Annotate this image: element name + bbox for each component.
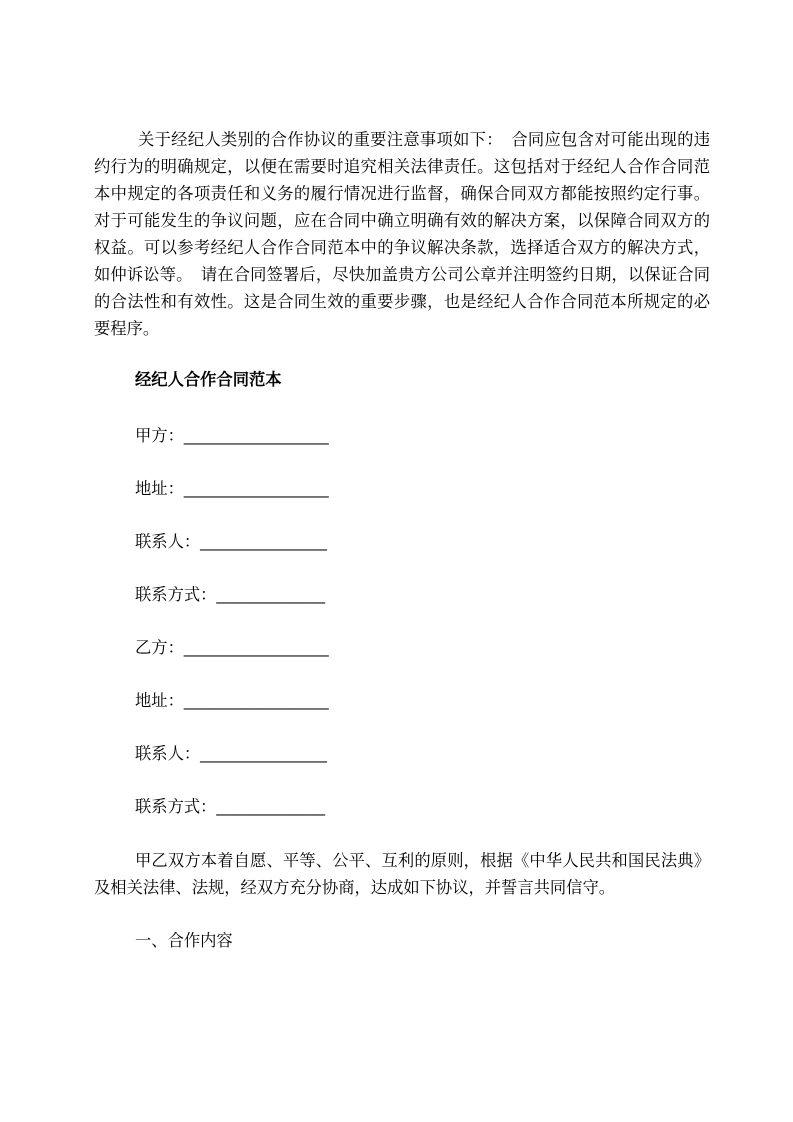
party-a-label: 甲方： xyxy=(135,427,184,445)
form-row-party-b-contact-person xyxy=(94,741,710,768)
party-a-contact-method-label: 联系方式： xyxy=(135,586,217,604)
section-heading-cooperation-content: 一、合作内容 xyxy=(135,932,233,950)
form-row-party-a-address xyxy=(94,476,710,503)
party-a-address-blank-line: ________________ xyxy=(183,480,329,498)
party-b-contact-person-label: 联系人： xyxy=(135,745,201,763)
party-a-blank-line: ________________ xyxy=(183,427,329,445)
form-row-party-b-name xyxy=(94,635,710,662)
form-row-party-a-contact-method xyxy=(94,582,710,609)
agreement-paragraph: 甲乙双方本着自愿、平等、公平、互利的原则，根据《中华人民共和国民法典》及相关法律、法规，经双方充分协商，达成如下协议，并誓言共同信守。 xyxy=(94,852,710,897)
party-a-address-label: 地址： xyxy=(135,480,184,498)
document-title: 经纪人合作合同范本 xyxy=(135,371,282,389)
intro-paragraph: 关于经纪人类别的合作协议的重要注意事项如下： 合同应包含对可能出现的违约行为的明确规定，以便在需要时追究相关法律责任。这包括对于经纪人合作合同范本中规定的各项责任和义务的履行情况进行监督，确保合同双方都能按照约定行事。对于可能发生的争议问题，应在合同中确立明确有效的解决方案，以保障合同双方的权益。可以参考经纪人合作合同范本中的争议解决条款，选择适合双方的解决方式，如仲诉讼等。 请在合同签署后，尽快加盖贵方公司公章并注明签约日期，以保证合同的合法性和有效性。这是合同生效的重要步骤，也是经纪人合作合同范本所规定的必要程序。 xyxy=(94,131,710,338)
party-b-label: 乙方： xyxy=(135,639,184,657)
party-b-blank-line: ________________ xyxy=(183,639,329,657)
party-a-contact-person-blank-line: ______________ xyxy=(200,533,327,551)
party-b-address-label: 地址： xyxy=(135,692,184,710)
form-row-party-b-address xyxy=(94,688,710,715)
form-row-party-a-name xyxy=(94,423,710,450)
party-b-contact-method-label: 联系方式： xyxy=(135,798,217,816)
party-b-contact-person-blank-line: ______________ xyxy=(200,745,327,763)
form-row-party-b-contact-method xyxy=(94,794,710,821)
party-a-contact-method-blank-line: ____________ xyxy=(216,586,326,604)
form-row-party-a-contact-person xyxy=(94,529,710,556)
party-b-address-blank-line: ________________ xyxy=(183,692,329,710)
party-a-contact-person-label: 联系人： xyxy=(135,533,201,551)
party-b-contact-method-blank-line: ____________ xyxy=(216,798,326,816)
